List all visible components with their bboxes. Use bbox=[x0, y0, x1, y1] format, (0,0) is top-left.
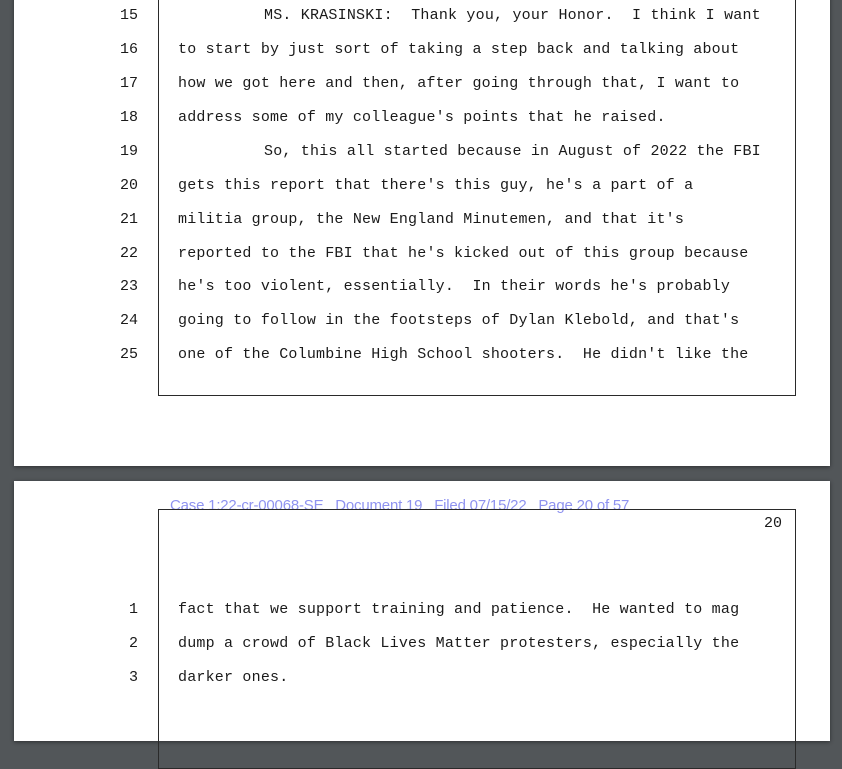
line-text: darker ones. bbox=[178, 669, 289, 686]
transcript-line bbox=[14, 277, 830, 297]
transcript-line bbox=[14, 142, 830, 162]
line-number: 22 bbox=[119, 245, 138, 262]
line-text: militia group, the New England Minutemen, and that it's bbox=[178, 211, 685, 228]
line-number: 24 bbox=[119, 312, 138, 329]
page-number: 20 bbox=[763, 515, 782, 532]
line-number: 25 bbox=[119, 346, 138, 363]
transcript-line bbox=[14, 668, 830, 688]
transcript-line bbox=[14, 6, 830, 26]
case-header: Case 1:22-cr-00068-SE Document 19 Filed 07/15/22 Page 20 of 57 bbox=[170, 497, 630, 514]
line-number: 16 bbox=[119, 41, 138, 58]
line-text: reported to the FBI that he's kicked out of this group because bbox=[178, 245, 749, 262]
transcript-line bbox=[14, 74, 830, 94]
transcript-line bbox=[14, 210, 830, 230]
line-number: 23 bbox=[119, 278, 138, 295]
line-number: 19 bbox=[119, 143, 138, 160]
line-number: 17 bbox=[119, 75, 138, 92]
transcript-line bbox=[14, 176, 830, 196]
transcript-line bbox=[14, 108, 830, 128]
transcript-line bbox=[14, 244, 830, 264]
line-number: 21 bbox=[119, 211, 138, 228]
transcript-page-20 bbox=[14, 481, 830, 741]
line-number: 18 bbox=[119, 109, 138, 126]
transcript-line bbox=[14, 634, 830, 654]
line-text: MS. KRASINSKI: Thank you, your Honor. I think I want bbox=[264, 7, 761, 24]
line-text: to start by just sort of taking a step back and talking about bbox=[178, 41, 740, 58]
line-number: 3 bbox=[128, 669, 138, 686]
line-text: going to follow in the footsteps of Dylan Klebold, and that's bbox=[178, 312, 740, 329]
line-text: dump a crowd of Black Lives Matter protesters, especially the bbox=[178, 635, 740, 652]
transcript-line bbox=[14, 600, 830, 620]
transcript-line bbox=[14, 40, 830, 60]
line-text: how we got here and then, after going through that, I want to bbox=[178, 75, 740, 92]
line-text: address some of my colleague's points that he raised. bbox=[178, 109, 666, 126]
transcript-line bbox=[14, 311, 830, 331]
line-number: 15 bbox=[119, 7, 138, 24]
transcript-line bbox=[14, 345, 830, 365]
line-number: 20 bbox=[119, 177, 138, 194]
line-number: 2 bbox=[128, 635, 138, 652]
line-text: he's too violent, essentially. In their words he's probably bbox=[178, 278, 731, 295]
line-text: one of the Columbine High School shooters. He didn't like the bbox=[178, 346, 749, 363]
line-text: gets this report that there's this guy, he's a part of a bbox=[178, 177, 694, 194]
transcript-page-19 bbox=[14, 0, 830, 466]
line-text: fact that we support training and patience. He wanted to mag bbox=[178, 601, 740, 618]
line-text: So, this all started because in August of 2022 the FBI bbox=[264, 143, 761, 160]
line-number: 1 bbox=[128, 601, 138, 618]
